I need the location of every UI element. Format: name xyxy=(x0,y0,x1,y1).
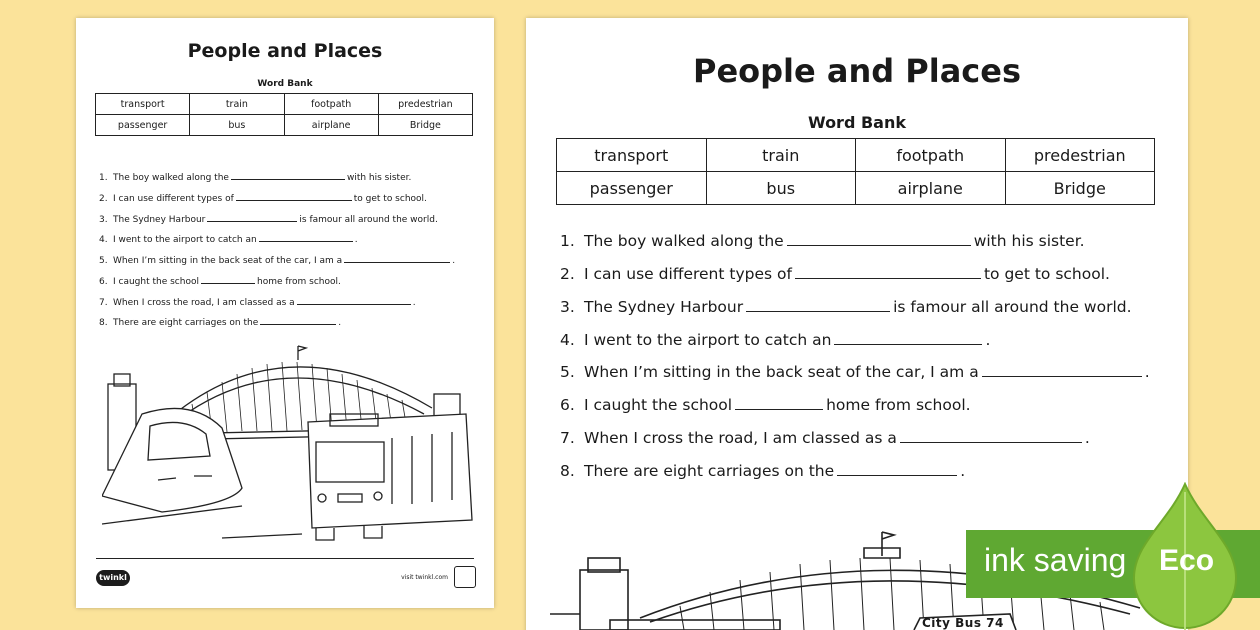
answer-blank[interactable] xyxy=(900,429,1082,443)
answer-blank[interactable] xyxy=(259,234,353,242)
answer-blank[interactable] xyxy=(746,298,890,312)
question-4: 4. I went to the airport to catch an . xyxy=(99,235,358,245)
word-bank-cell: transport xyxy=(96,94,190,115)
word-bank-cell: predestrian xyxy=(1005,139,1155,172)
answer-blank[interactable] xyxy=(982,363,1142,377)
word-bank-cell: transport xyxy=(557,139,707,172)
word-bank-cell: passenger xyxy=(96,115,190,136)
answer-blank[interactable] xyxy=(236,193,352,201)
word-bank-label: Word Bank xyxy=(257,79,313,89)
answer-blank[interactable] xyxy=(787,232,971,246)
ink-saving-label: ink saving xyxy=(984,542,1127,578)
question-7: 7. When I cross the road, I am classed as a . xyxy=(560,429,1090,447)
answer-blank[interactable] xyxy=(207,214,297,222)
answer-blank[interactable] xyxy=(297,297,411,305)
question-4: 4. I went to the airport to catch an . xyxy=(560,331,991,349)
answer-blank[interactable] xyxy=(260,317,336,325)
footer-visit-text: visit twinkl.com xyxy=(401,574,448,581)
footer-divider xyxy=(96,558,474,559)
word-bank-cell: train xyxy=(190,94,284,115)
answer-blank[interactable] xyxy=(344,255,450,263)
answer-blank[interactable] xyxy=(735,396,823,410)
question-7: 7. When I cross the road, I am classed as a . xyxy=(99,298,416,308)
word-bank-cell: footpath xyxy=(284,94,378,115)
question-1: 1. The boy walked along the with his sister. xyxy=(560,232,1085,250)
word-bank-row xyxy=(96,94,473,115)
word-bank-row xyxy=(96,115,473,136)
word-bank-cell: Bridge xyxy=(378,115,472,136)
answer-blank[interactable] xyxy=(231,172,345,180)
word-bank-cell: passenger xyxy=(557,172,707,205)
eco-label: Eco xyxy=(1159,544,1215,577)
question-3: 3. The Sydney Harbour is famour all around the world. xyxy=(560,298,1132,316)
word-bank-label: Word Bank xyxy=(807,113,906,132)
question-6: 6. I caught the school home from school. xyxy=(99,277,341,287)
word-bank-cell: predestrian xyxy=(378,94,472,115)
answer-blank[interactable] xyxy=(834,331,982,345)
word-bank-cell: bus xyxy=(190,115,284,136)
quality-badge-icon xyxy=(454,566,476,588)
question-5: 5. When I’m sitting in the back seat of the car, I am a . xyxy=(99,256,456,266)
question-2: 2. I can use different types of to get to school. xyxy=(560,265,1110,283)
answer-blank[interactable] xyxy=(837,462,957,476)
word-bank-cell: train xyxy=(706,139,856,172)
word-bank-table xyxy=(556,138,1155,205)
twinkl-logo: twinkl xyxy=(96,570,130,586)
answer-blank[interactable] xyxy=(795,265,981,279)
answer-blank[interactable] xyxy=(201,276,255,284)
word-bank-cell: airplane xyxy=(856,172,1006,205)
worksheet-preview-small[interactable] xyxy=(76,18,494,608)
question-1: 1. The boy walked along the with his sister. xyxy=(99,173,412,183)
word-bank-cell: airplane xyxy=(284,115,378,136)
question-2: 2. I can use different types of to get to school. xyxy=(99,194,427,204)
eco-drop-badge xyxy=(1132,482,1238,630)
word-bank-cell: bus xyxy=(706,172,856,205)
word-bank-row xyxy=(557,139,1155,172)
word-bank-row xyxy=(557,172,1155,205)
worksheet-title: People and Places xyxy=(187,40,383,62)
bus-destination-sign: City Bus 74 xyxy=(922,616,1004,630)
word-bank-cell: Bridge xyxy=(1005,172,1155,205)
word-bank-table xyxy=(95,93,473,136)
word-bank-cell: footpath xyxy=(856,139,1006,172)
question-3: 3. The Sydney Harbour is famour all around the world. xyxy=(99,215,438,225)
question-8: 8. There are eight carriages on the . xyxy=(99,318,342,328)
question-8: 8. There are eight carriages on the . xyxy=(560,462,966,480)
question-5: 5. When I’m sitting in the back seat of the car, I am a . xyxy=(560,363,1150,381)
harbour-bridge-illustration xyxy=(102,328,474,550)
question-6: 6. I caught the school home from school. xyxy=(560,396,971,414)
worksheet-title: People and Places xyxy=(692,52,1021,90)
